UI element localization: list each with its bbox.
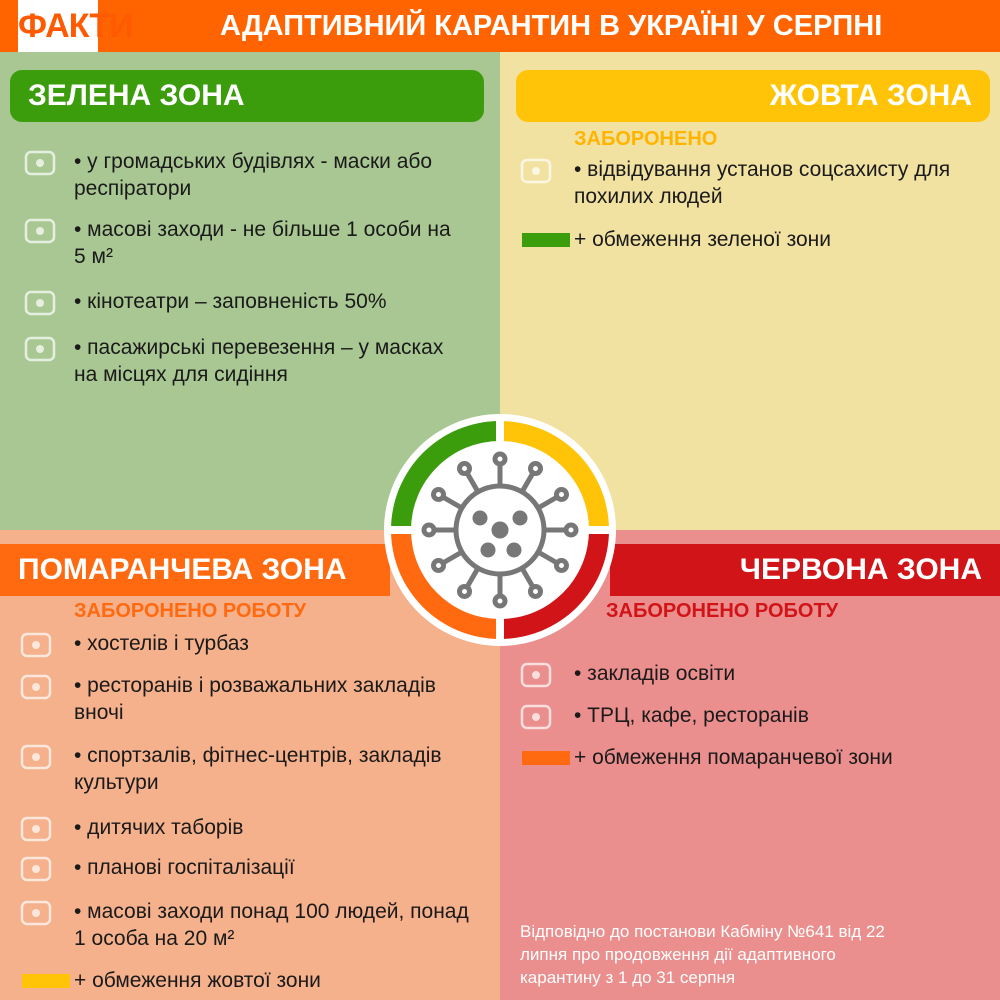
red-zone-title: ЧЕРВОНА ЗОНА xyxy=(610,544,1000,596)
yellow-zone-title: ЖОВТА ЗОНА xyxy=(516,70,990,122)
orange-subtitle: ЗАБОРОНЕНО РОБОТУ xyxy=(74,600,307,622)
list-item: • закладів освіти xyxy=(574,662,736,685)
list-item: • ресторанів і розважальних закладів вночі xyxy=(74,674,436,724)
shopping-icon xyxy=(518,700,554,736)
orange-chip xyxy=(522,751,570,765)
list-item: • планові госпіталізації xyxy=(74,856,295,879)
list-item: • у громадських будівлях - маски або респіратори xyxy=(74,150,433,200)
list-item: • дитячих таборів xyxy=(74,816,244,839)
list-item: • масові заходи - не більше 1 особи на 5 м² xyxy=(74,218,451,268)
people-distance-icon xyxy=(22,214,58,250)
footnote: Відповідно до постанови Кабміну №641 від 22 липня про продовження дії адаптивного карантину з 1 до 31 серпня xyxy=(520,922,885,987)
green-zone-title: ЗЕЛЕНА ЗОНА xyxy=(10,70,484,122)
orange-zone-title: ПОМАРАНЧЕВА ЗОНА xyxy=(0,544,390,596)
dumbbell-icon xyxy=(18,740,54,776)
list-item: • пасажирські перевезення – у масках на місцях для сидіння xyxy=(74,336,444,386)
list-item: • спортзалів, фітнес-центрів, закладів культури xyxy=(74,744,442,794)
list-item: • відвідування установ соцсахисту для похилих людей xyxy=(574,158,951,208)
crowd-icon xyxy=(18,896,54,932)
page-title: АДАПТИВНИЙ КАРАНТИН В УКРАЇНІ У СЕРПНІ xyxy=(220,10,883,42)
list-item: • ТРЦ, кафе, ресторанів xyxy=(574,704,809,727)
seat-mask-icon xyxy=(22,332,58,368)
logo: ФАКТИ xyxy=(18,0,98,52)
elderly-icon xyxy=(518,154,554,190)
yellow-chip xyxy=(22,974,70,988)
red-subtitle: ЗАБОРОНЕНО РОБОТУ xyxy=(606,600,839,622)
green-chip xyxy=(522,233,570,247)
restaurant-night-icon xyxy=(18,670,54,706)
school-icon xyxy=(518,658,554,694)
orange-extra: + обмеження жовтої зони xyxy=(74,969,321,992)
list-item: • масові заходи понад 100 людей, понад 1 особа на 20 м² xyxy=(74,900,469,950)
tent-icon xyxy=(18,812,54,848)
mask-icon xyxy=(22,146,58,182)
red-extra: + обмеження помаранчевої зони xyxy=(574,746,893,769)
yellow-subtitle: ЗАБОРОНЕНО xyxy=(574,128,718,150)
virus-emblem xyxy=(383,413,617,647)
list-item: • кінотеатри – заповненість 50% xyxy=(74,290,387,313)
list-item: • хостелів і турбаз xyxy=(74,632,249,655)
ambulance-icon xyxy=(18,852,54,888)
yellow-extra: + обмеження зеленої зони xyxy=(574,228,832,251)
bunk-bed-icon xyxy=(18,628,54,664)
cinema-50-icon xyxy=(22,286,58,322)
